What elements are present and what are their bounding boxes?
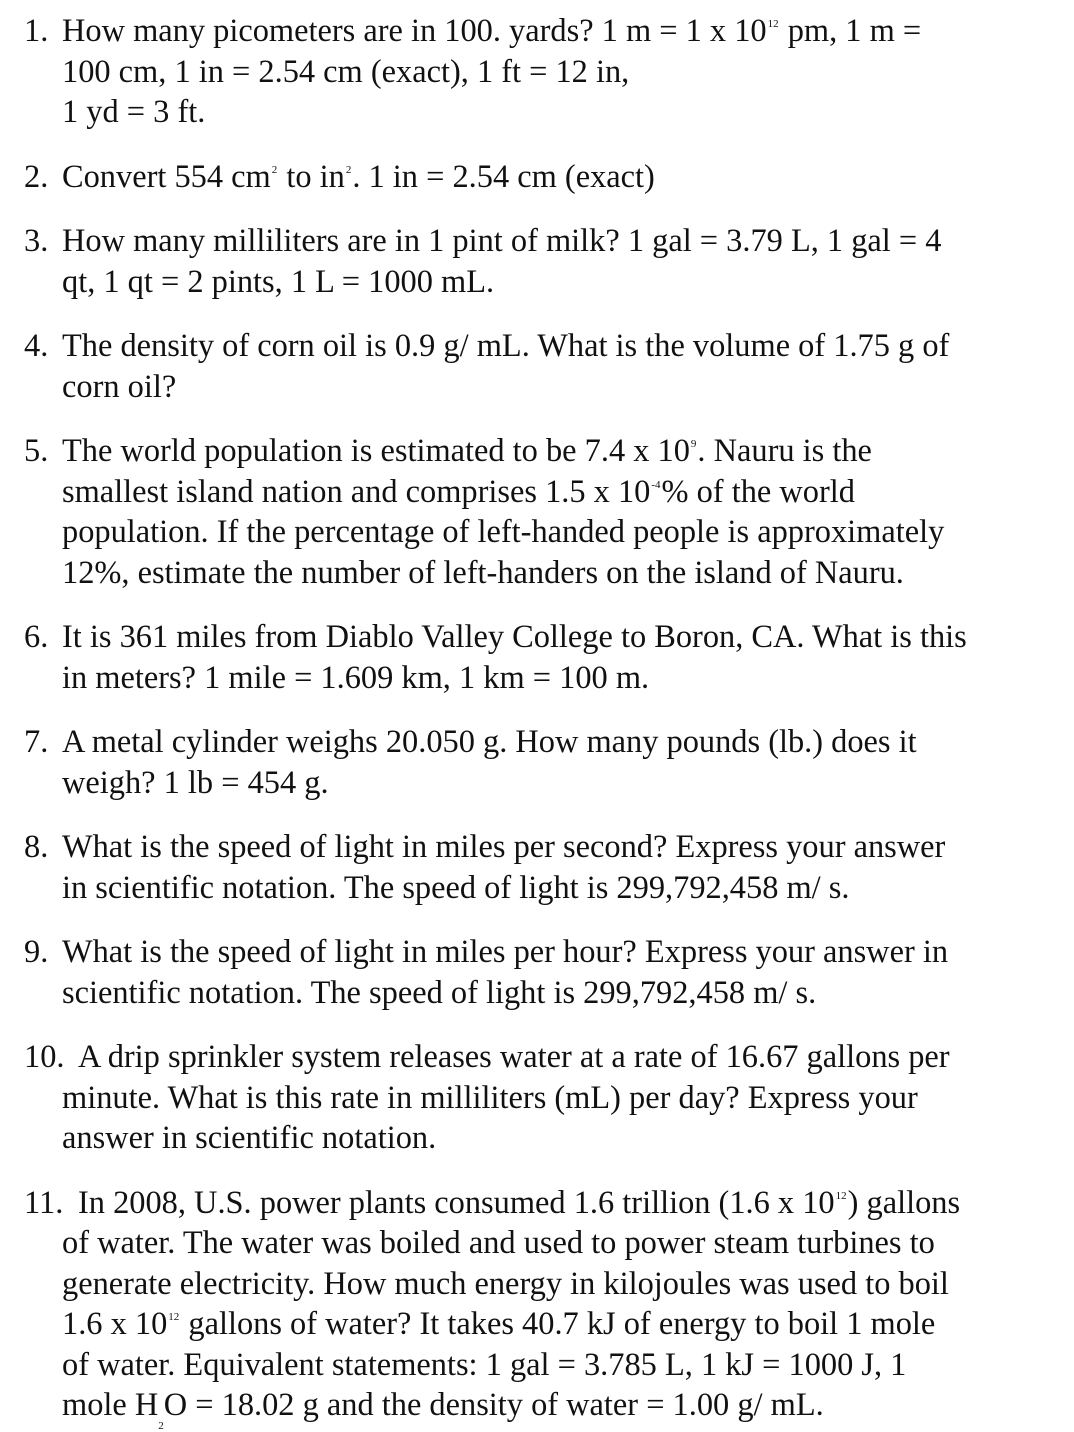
problem-line: in scientific notation. The speed of light is 299,792,458 m/ s. bbox=[62, 869, 850, 906]
problem-10 bbox=[24, 1037, 1044, 1159]
problem-7 bbox=[24, 722, 1044, 803]
text-segment: 1.6 x 10 bbox=[62, 1306, 168, 1342]
problem-line: What is the speed of light in miles per hour? Express your answer in bbox=[62, 934, 949, 970]
text-segment: % of the world bbox=[661, 473, 855, 510]
text-segment: Convert 554 cm bbox=[62, 158, 271, 195]
superscript: 12 bbox=[168, 1311, 180, 1323]
superscript: 2 bbox=[271, 163, 278, 176]
problem-line: scientific notation. The speed of light is 299,792,458 m/ s. bbox=[62, 974, 817, 1011]
problem-line: of water. The water was boiled and used to power steam turbines to bbox=[62, 1225, 935, 1261]
superscript: 12 bbox=[835, 1189, 847, 1202]
problem-number: 8. bbox=[24, 829, 49, 865]
problem-11 bbox=[24, 1183, 1044, 1432]
text-segment: to in bbox=[278, 158, 345, 195]
problem-line: A metal cylinder weighs 20.050 g. How many pounds (lb.) does it bbox=[62, 724, 917, 760]
problem-line bbox=[62, 11, 1044, 52]
problem-5 bbox=[24, 431, 1044, 593]
problem-line: minute. What is this rate in milliliters (mL) per day? Express your bbox=[62, 1079, 918, 1116]
text-segment: pm, 1 m = bbox=[779, 13, 922, 49]
text-segment: How many picometers are in 100. yards? 1 m = 1 x 10 bbox=[62, 13, 767, 49]
problem-line: A drip sprinkler system releases water at a rate of 16.67 gallons per bbox=[78, 1039, 950, 1075]
problem-line: The density of corn oil is 0.9 g/ mL. What is the volume of 1.75 g of bbox=[62, 328, 950, 364]
superscript: 9 bbox=[690, 438, 697, 450]
problem-4 bbox=[24, 326, 1044, 407]
text-segment: mole H bbox=[62, 1387, 159, 1423]
problem-line: How many milliliters are in 1 pint of milk? 1 gal = 3.79 L, 1 gal = 4 bbox=[62, 223, 942, 259]
problem-number: 5. bbox=[24, 433, 49, 469]
problem-line: 1 yd = 3 ft. bbox=[62, 94, 206, 130]
problem-number: 2. bbox=[24, 158, 49, 195]
problem-number: 11. bbox=[24, 1184, 64, 1221]
problem-line: population. If the percentage of left-handed people is approximately bbox=[62, 514, 945, 550]
problem-line bbox=[62, 157, 1044, 198]
text-segment: ) gallons bbox=[847, 1184, 961, 1221]
superscript: 12 bbox=[767, 18, 779, 30]
problem-number: 3. bbox=[24, 223, 49, 259]
problem-3 bbox=[24, 221, 1044, 302]
problem-line: 100 cm, 1 in = 2.54 cm (exact), 1 ft = 12 in, bbox=[62, 53, 630, 90]
text-segment: gallons of water? It takes 40.7 kJ of energy to boil 1 mole bbox=[180, 1306, 936, 1342]
subscript: 2 bbox=[158, 1420, 164, 1432]
problem-line: It is 361 miles from Diablo Valley College to Boron, CA. What is this bbox=[62, 619, 967, 655]
problem-line bbox=[62, 1385, 1044, 1432]
problem-line: answer in scientific notation. bbox=[62, 1120, 437, 1156]
text-segment: O = 18.02 g and the density of water = 1.00 g/ mL. bbox=[163, 1387, 824, 1423]
problem-line: in meters? 1 mile = 1.609 km, 1 km = 100 m. bbox=[62, 659, 650, 696]
problem-number: 4. bbox=[24, 328, 49, 364]
problem-number: 9. bbox=[24, 934, 49, 970]
text-segment: smallest island nation and comprises 1.5 x 10 bbox=[62, 473, 651, 510]
problem-2 bbox=[24, 157, 1044, 198]
problem-line bbox=[62, 1304, 1044, 1345]
problem-line: weigh? 1 lb = 454 g. bbox=[62, 764, 329, 801]
problem-line: What is the speed of light in miles per second? Express your answer bbox=[62, 829, 946, 865]
problem-9 bbox=[24, 932, 1044, 1013]
problem-1 bbox=[24, 11, 1044, 133]
problem-6 bbox=[24, 617, 1044, 698]
problem-number: 10. bbox=[24, 1039, 65, 1075]
problem-line bbox=[62, 431, 1044, 472]
problem-line: of water. Equivalent statements: 1 gal = 3.785 L, 1 kJ = 1000 J, 1 bbox=[62, 1346, 907, 1383]
text-segment: . Nauru is the bbox=[697, 433, 872, 469]
superscript: -4 bbox=[651, 478, 661, 491]
text-segment: The world population is estimated to be 7.4 x 10 bbox=[62, 433, 690, 469]
problem-number: 7. bbox=[24, 724, 49, 760]
text-segment: . 1 in = 2.54 cm (exact) bbox=[352, 158, 655, 195]
problem-line bbox=[62, 1183, 1044, 1224]
text-segment: In 2008, U.S. power plants consumed 1.6 trillion (1.6 x 10 bbox=[78, 1184, 835, 1221]
problem-line: 12%, estimate the number of left-handers on the island of Nauru. bbox=[62, 554, 904, 591]
problem-number: 1. bbox=[24, 13, 49, 49]
problem-line: corn oil? bbox=[62, 368, 177, 405]
problem-list bbox=[24, 11, 1044, 1432]
problem-line bbox=[62, 472, 1044, 513]
superscript: 2 bbox=[345, 163, 352, 176]
problem-number: 6. bbox=[24, 619, 49, 655]
problem-line: qt, 1 qt = 2 pints, 1 L = 1000 mL. bbox=[62, 263, 495, 300]
problem-8 bbox=[24, 827, 1044, 908]
problem-line: generate electricity. How much energy in kilojoules was used to boil bbox=[62, 1265, 949, 1302]
